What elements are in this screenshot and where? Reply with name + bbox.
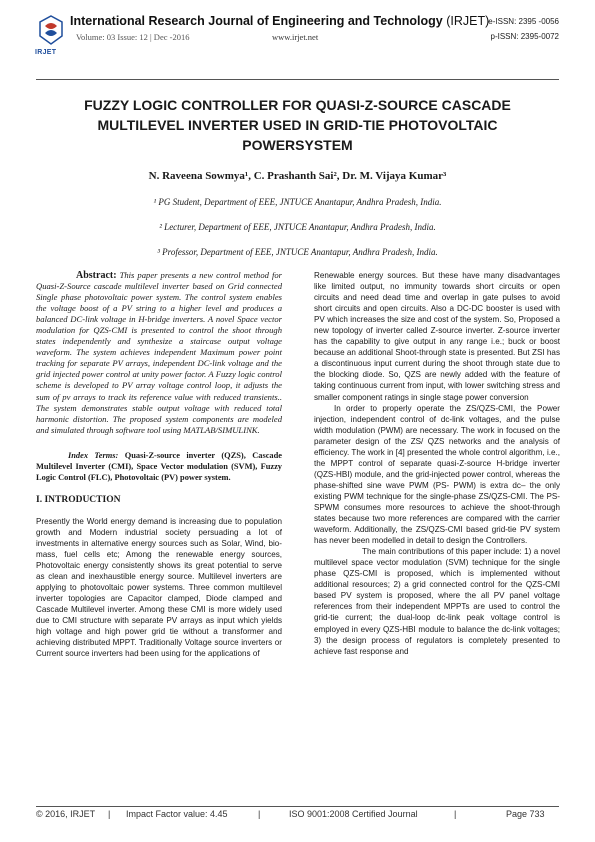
footer-copyright: © 2016, IRJET (36, 809, 96, 819)
logo-text: IRJET (35, 49, 57, 56)
affiliation-2: ² Lecturer, Department of EEE, JNTUCE Anantapur, Andhra Pradesh, India. (159, 222, 436, 232)
journal-title (70, 14, 489, 28)
footer-impact-factor: Impact Factor value: 4.45 (126, 809, 228, 819)
title-line-3: POWERSYSTEM (242, 137, 353, 153)
footer-rule (36, 806, 559, 807)
footer-separator-1: | (108, 809, 111, 819)
volume-issue: Volume: 03 Issue: 12 | Dec -2016 (76, 32, 190, 42)
right-paragraph-1: Renewable energy sources. But these have many disadvantages like limited output, no immunity towards short circuits or open circuits and need dead time and overlap in gate pulses to avoid short circuits and open circuits. Also a DC-DC booster is used with PV which increases the size and cost of the system. So, Proposed a new topology of inverter called Z-source inverter. Z-source inverter has the capability to give output in any range i.e.; buck or boost because an additional Shoot-through state is presented. But ZSI has a discontinuous input current during the shoot through state due to the blocking diode. So, QZS are newly added with the feature of taking continuous current from input, with lower switching stress and smaller component ratings in single stage power conversion (314, 271, 560, 402)
section-heading-introduction: I. INTRODUCTION (36, 494, 121, 505)
intro-paragraph: Presently the World energy demand is increasing due to population growth and Modern industrial society persuading a lot of investments in alternative energy sources such as Solar, Wind, bio-mass, fuel cells etc; Among the renewable energy sources, Photovoltaic energy consistently shows its great potential to serve as clean and inexhaustible energy source. Multilevel inverters are applying to photovoltaic power systems. Three common multilevel inverter topologies are Capacitor clamped, Diode clamped and Cascade Multilevel inverter. Among these CMI is more widely used due to CMI structure with separate PV arrays as input which yields high voltage and high power grid tie without a transformer and achieving distributed MPPT. Traditionally Voltage source inverters or Current source inverters had been using for the applications of (36, 516, 282, 659)
affiliation-1: ¹ PG Student, Department of EEE, JNTUCE Anantapur, Andhra Pradesh, India. (153, 197, 442, 207)
e-issn: e-ISSN: 2395 -0056 (488, 17, 559, 26)
footer-separator-3: | (454, 809, 457, 819)
left-column (36, 270, 282, 660)
authors: N. Raveena Sowmya¹, C. Prashanth Sai², Dr. M. Vijaya Kumar³ (148, 170, 447, 182)
right-paragraph-3: The main contributions of this paper include: 1) a novel multilevel space vector modulation (SVM) technique for the single phase QZS-CMI is proposed, which is implemented without additional resources; 2) a grid connected control for the QZS-CMI based PV system is proposed, where the all PV panel voltage references from their independent MPPTs are used to control the grid-tie current; the dual-loop dc-link peak voltage control is employed in every QZS-HBI module to balance the dc-link voltages; 3) the design process of regulators is completely presented to achieve fast response and (314, 547, 560, 656)
right-column (314, 270, 560, 657)
p-issn: p-ISSN: 2395-0072 (490, 32, 559, 41)
journal-header (36, 14, 559, 84)
journal-abbr: (IRJET) (446, 14, 490, 28)
right-paragraph-2: In order to properly operate the ZS/QZS-CMI, the Power injection, independent control of dc-link voltages, and the pulse width modulation (PWM) are necessary. The work in focused on the parameter design of the ZS/ QZS networks and the analysis of efficiency. The work in [4] presented the whole control algorithm, i.e., the MPPT control of separate quasi-Z-source H-bridge inverter (QZS-HBI) module, and the grid-injected power control, whereas the phase-shifted sine wave PWM (PS- PWM) is extra dc– the only existing PWM technique for the single-phase ZS/QZS-CMI. The PS-SPWM consumes more resources to achieve the shoot-through states because two more references are compared with the carrier waveform. Additionally, the ZS/QZS-CMI based grid-tie PV system has never been modelled in detail to design the Controllers. (314, 403, 560, 546)
footer-iso: ISO 9001:2008 Certified Journal (289, 809, 418, 819)
paper-title (60, 95, 535, 155)
title-line-1: FUZZY LOGIC CONTROLLER FOR QUASI-Z-SOURCE CASCADE (84, 97, 511, 113)
title-line-2: MULTILEVEL INVERTER USED IN GRID-TIE PHOTOVOLTAIC (97, 117, 498, 133)
abstract-text: This paper presents a new control method for Quasi-Z-Source cascade multilevel inverter based on Grid connected Single phase photovoltaic power system. The control system enables the voltage boost of a PV string to a higher level and produces a balanced DC-link voltage in H-bridge inverters. A novel Space vector modulation for QZS-CMI is presented to control the shoot through states independently and synthesize a staircase output voltage waveform. The system achieves independent Maximum power point tracking for separate PV arrays, independent DC-link voltage and the grid injected power control at unity power factor. A Fuzzy logic control scheme is developed to PV array voltage control loop, it adjusts the sum of pv arrays to track its reference value with reduced transients.. The system demonstrates stable output voltage with reduced total harmonic distortion. The proposed system components are modeled and simulated through software tool using MATLAB/SIMULINK. (36, 270, 282, 435)
header-rule (36, 79, 559, 80)
index-terms-text: Quasi-Z-source inverter (QZS), Cascade Multilevel Inverter (CMI), Space Vector modulation (SVM), Fuzzy Logic Control (FLC), Photovoltaic (PV) power system. (36, 450, 282, 482)
index-terms-label: Index Terms: (68, 450, 119, 460)
website-link[interactable]: www.irjet.net (272, 32, 319, 42)
footer-separator-2: | (258, 809, 261, 819)
irjet-logo-icon (36, 14, 66, 48)
abstract (36, 270, 282, 436)
index-terms (36, 450, 282, 483)
affiliation-3: ³ Professor, Department of EEE, JNTUCE Anantapur, Andhra Pradesh, India. (157, 247, 438, 257)
abstract-label: Abstract: (76, 270, 117, 281)
journal-name: International Research Journal of Engineering and Technology (70, 14, 443, 28)
page-number: Page 733 (506, 809, 545, 819)
